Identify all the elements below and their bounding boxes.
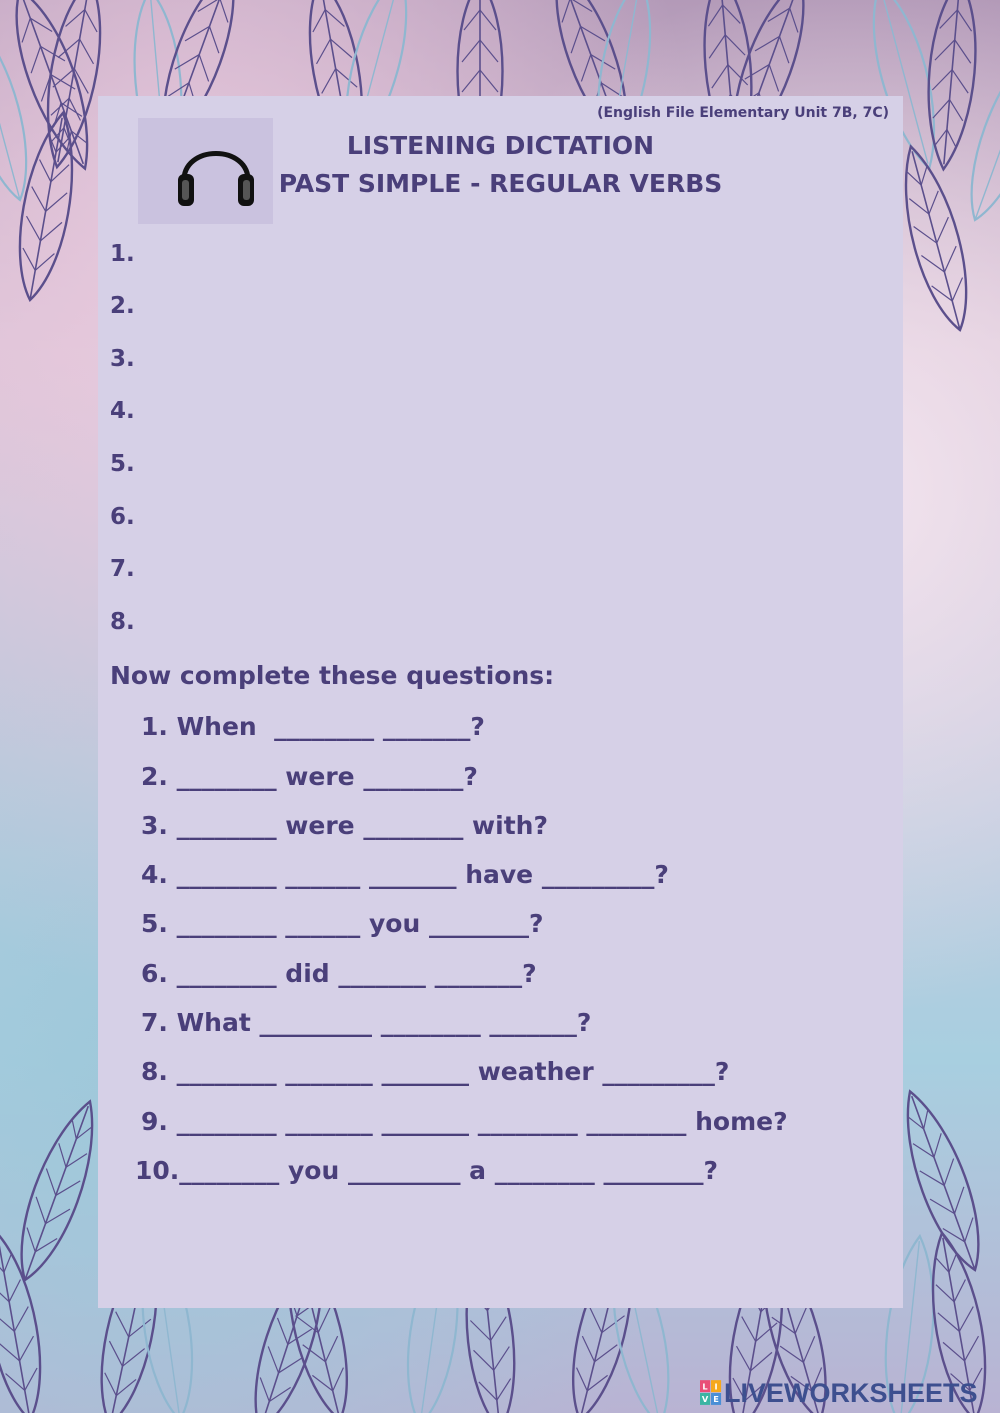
- question-row: 3. ________ were ________ with?: [141, 811, 548, 840]
- question-row: 9. ________ _______ _______ ________ ________ home?: [141, 1107, 788, 1136]
- question-row: 10.________ you _________ a ________ ________?: [135, 1156, 718, 1185]
- dictation-item: 2.: [110, 293, 135, 319]
- dictation-item: 6.: [110, 504, 135, 530]
- dictation-item: 1.: [110, 241, 135, 267]
- logo-letter: L: [702, 1381, 708, 1392]
- liveworksheets-mark-icon: [700, 1380, 722, 1406]
- page-title: LISTENING DICTATION: [346, 131, 655, 160]
- dictation-item: 5.: [110, 451, 135, 477]
- question-row: 4. ________ ______ _______ have _________?: [141, 860, 669, 889]
- dictation-item: 3.: [110, 346, 135, 372]
- logo-letter: V: [701, 1394, 709, 1405]
- page-subtitle: PAST SIMPLE - REGULAR VERBS: [278, 169, 723, 198]
- question-row: 8. ________ _______ _______ weather _________?: [141, 1057, 730, 1086]
- dictation-item: 7.: [110, 556, 135, 582]
- instruction-text: Now complete these questions:: [110, 661, 555, 690]
- worksheet-panel: [98, 96, 903, 1308]
- logo-letter: I: [714, 1381, 718, 1392]
- source-reference: (English File Elementary Unit 7B, 7C): [597, 105, 889, 121]
- question-row: 7. What _________ ________ _______?: [141, 1008, 592, 1037]
- question-row: 1. When ________ _______?: [141, 712, 485, 741]
- logo-text: LIVEWORKSHEETS: [724, 1377, 978, 1408]
- question-row: 5. ________ ______ you ________?: [141, 909, 544, 938]
- liveworksheets-logo: [700, 1378, 978, 1408]
- logo-letter: E: [713, 1394, 719, 1405]
- question-row: 6. ________ did _______ _______?: [141, 959, 537, 988]
- dictation-item: 4.: [110, 398, 135, 424]
- question-row: 2. ________ were ________?: [141, 762, 478, 791]
- dictation-item: 8.: [110, 609, 135, 635]
